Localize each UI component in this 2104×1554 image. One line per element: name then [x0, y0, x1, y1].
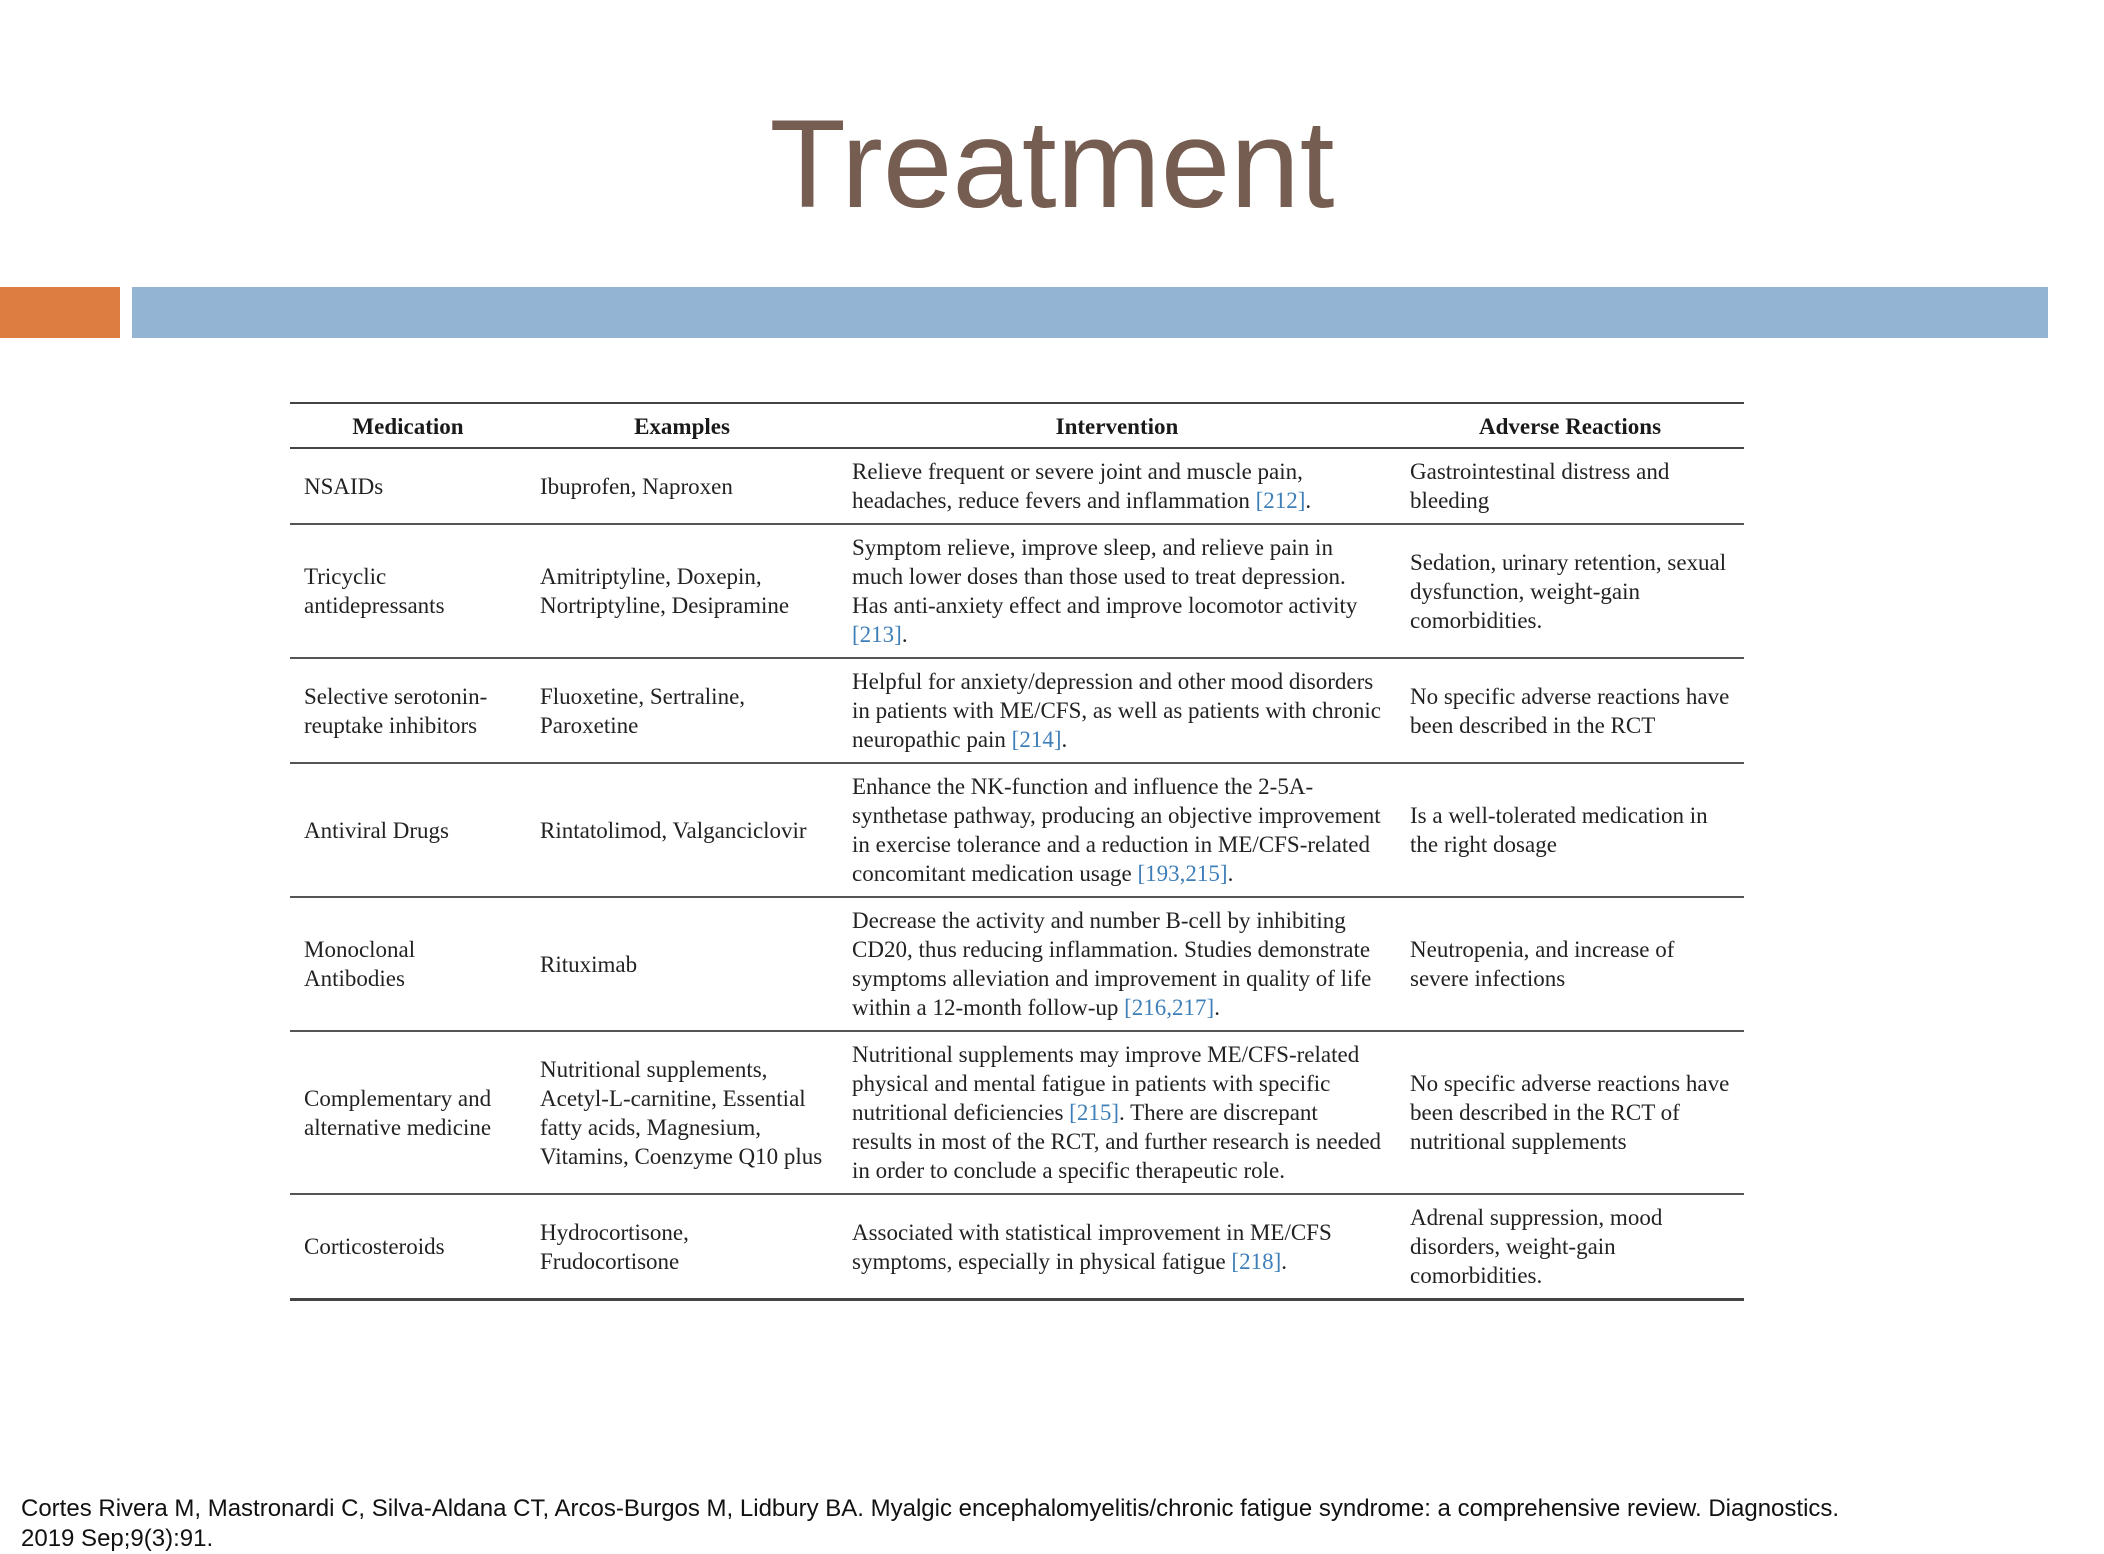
cell-adverse: No specific adverse reactions have been described in the RCT: [1396, 658, 1744, 763]
source-citation: [21, 1494, 2031, 1552]
intervention-text-tail: There are discrepant results in most of the RCT, and further research is needed in order to conclude a specific therapeutic role.: [852, 1100, 1382, 1183]
header-intervention: Intervention: [838, 403, 1396, 448]
cell-examples: Nutritional supplements, Acetyl-L-carnitine, Essential fatty acids, Magnesium, Vitamins, Coenzyme Q10 plus: [526, 1031, 838, 1194]
intervention-text: Nutritional supplements may improve ME/CFS-related physical and mental fatigue in patients with specific nutritional deficiencies: [852, 1042, 1360, 1125]
cell-medication: Complementary and alternative medicine: [290, 1031, 526, 1194]
cell-intervention: Relieve frequent or severe joint and muscle pain, headaches, reduce fevers and inflammation [212].: [838, 448, 1396, 524]
cell-medication: Corticosteroids: [304, 1234, 445, 1259]
header-adverse-reactions: Adverse Reactions: [1396, 403, 1744, 448]
cell-examples: Hydrocortisone, Frudocortisone: [540, 1219, 689, 1274]
table-row: [290, 658, 1744, 763]
intervention-text: Symptom relieve, improve sleep, and relieve pain in much lower doses than those used to treat depression. Has anti-anxiety effect and improve locomotor activity: [852, 535, 1358, 618]
cell-medication: Monoclonal Antibodies: [290, 897, 526, 1031]
cell-adverse: Sedation, urinary retention, sexual dysfunction, weight-gain comorbidities.: [1396, 524, 1744, 658]
cell-intervention: Associated with statistical improvement in ME/CFS symptoms, especially in physical fatigue [218].: [852, 1219, 1332, 1274]
cell-adverse: No specific adverse reactions have been described in the RCT of nutritional supplements: [1396, 1031, 1744, 1194]
cell-intervention: Helpful for anxiety/depression and other mood disorders in patients with ME/CFS, as well as patients with chronic neuropathic pain [214].: [838, 658, 1396, 763]
cell-adverse: Neutropenia, and increase of severe infections: [1396, 897, 1744, 1031]
treatment-table: [290, 402, 1744, 1301]
table-row: [290, 763, 1744, 897]
slide-title: Treatment: [769, 95, 1335, 234]
table-row: [290, 524, 1744, 658]
cell-examples: Rintatolimod, Valganciclovir: [526, 763, 838, 897]
citation-line-2: 2019 Sep;9(3):91.: [21, 1525, 214, 1552]
cell-medication: Antiviral Drugs: [290, 763, 526, 897]
intervention-text: Enhance the NK-function and influence the 2-5A-synthetase pathway, producing an objective improvement in exercise tolerance and a reduction in ME/CFS-related concomitant medication usage: [852, 774, 1381, 886]
reference-link[interactable]: [214]: [1011, 727, 1062, 752]
cell-medication: Selective serotonin-reuptake inhibitors: [290, 658, 526, 763]
cell-examples: Ibuprofen, Naproxen: [526, 448, 838, 524]
cell-intervention: Symptom relieve, improve sleep, and relieve pain in much lower doses than those used to treat depression. Has anti-anxiety effect and improve locomotor activity [213].: [838, 524, 1396, 658]
cell-intervention: Decrease the activity and number B-cell by inhibiting CD20, thus reducing inflammation. Studies demonstrate symptoms alleviation and improvement in quality of life within a 12-month follow-up [216,217].: [838, 897, 1396, 1031]
table-row: [290, 1031, 1744, 1194]
table-row: [290, 1194, 1744, 1300]
cell-adverse: Gastrointestinal distress and bleeding: [1396, 448, 1744, 524]
reference-link[interactable]: [193,215]: [1137, 861, 1228, 886]
cell-adverse: Adrenal suppression, mood disorders, weight-gain comorbidities.: [1410, 1205, 1663, 1288]
reference-link[interactable]: [212]: [1255, 488, 1306, 513]
cell-examples: Amitriptyline, Doxepin, Nortriptyline, Desipramine: [526, 524, 838, 658]
cell-medication: Tricyclic antidepressants: [290, 524, 526, 658]
intervention-text: Associated with statistical improvement in ME/CFS symptoms, especially in physical fatigue: [852, 1219, 1332, 1274]
treatment-table-container: [290, 402, 1744, 1301]
cell-adverse: Is a well-tolerated medication in the right dosage: [1396, 763, 1744, 897]
cell-intervention: Nutritional supplements may improve ME/CFS-related physical and mental fatigue in patients with specific nutritional deficiencies [215]. There are discrepant results in most of the RCT, and further research is needed in order to conclude a specific therapeutic role.: [838, 1031, 1396, 1194]
cell-intervention: Enhance the NK-function and influence the 2-5A-synthetase pathway, producing an objective improvement in exercise tolerance and a reduction in ME/CFS-related concomitant medication usage [193,215].: [838, 763, 1396, 897]
table-row: [290, 448, 1744, 524]
cell-medication: NSAIDs: [290, 448, 526, 524]
header-medication: Medication: [290, 403, 526, 448]
table-header-row: [290, 403, 1744, 448]
accent-bar-orange: [0, 287, 120, 338]
cell-examples: Fluoxetine, Sertraline, Paroxetine: [526, 658, 838, 763]
reference-link[interactable]: [215]: [1069, 1100, 1119, 1125]
intervention-text: Decrease the activity and number B-cell by inhibiting CD20, thus reducing inflammation. Studies demonstrate symptoms alleviation and improvement in quality of life within a 12-month follow-up: [852, 908, 1372, 1020]
intervention-text: Relieve frequent or severe joint and muscle pain, headaches, reduce fevers and inflammation: [852, 459, 1303, 513]
accent-bar-blue: [132, 287, 2048, 338]
citation-line-1: Cortes Rivera M, Mastronardi C, Silva-Aldana CT, Arcos-Burgos M, Lidbury BA. Myalgic encephalomyelitis/chronic fatigue syndrome: a comprehensive review. Diagnostics.: [21, 1495, 1840, 1522]
intervention-text: Helpful for anxiety/depression and other mood disorders in patients with ME/CFS, as well as patients with chronic neuropathic pain: [852, 669, 1381, 752]
reference-link[interactable]: [216,217]: [1124, 995, 1215, 1020]
reference-link[interactable]: [218]: [1231, 1248, 1282, 1274]
table-row: [290, 897, 1744, 1031]
reference-link[interactable]: [213]: [852, 622, 902, 647]
header-examples: Examples: [526, 403, 838, 448]
cell-examples: Rituximab: [526, 897, 838, 1031]
